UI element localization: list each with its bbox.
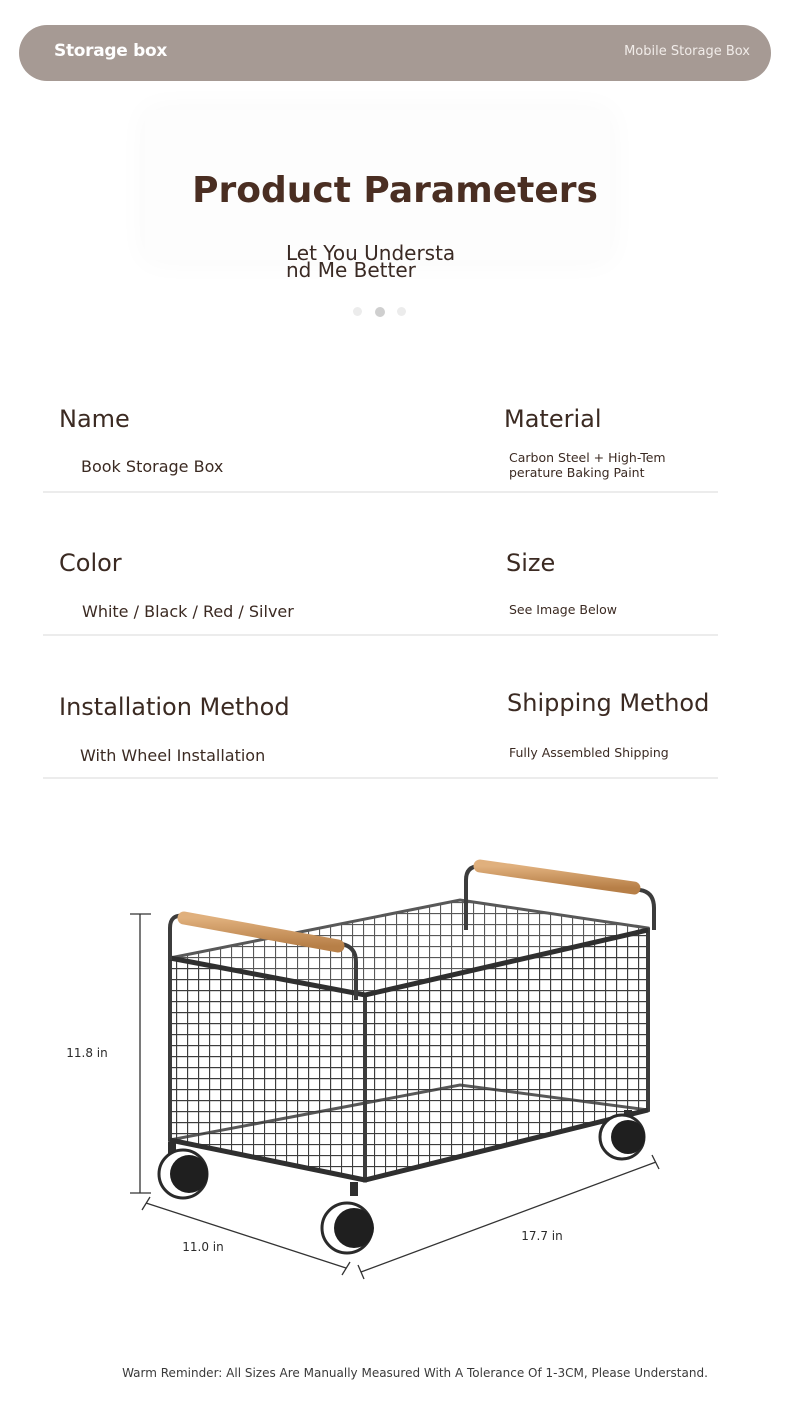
page-title: Product Parameters (192, 170, 598, 211)
depth-dimension (142, 1197, 350, 1275)
banner-title: Storage box (54, 41, 168, 61)
height-dimension (66, 914, 151, 1193)
param-name-value: Book Storage Box (81, 457, 224, 476)
banner-subtitle: Mobile Storage Box (624, 44, 750, 59)
param-material-value (509, 450, 666, 480)
carousel-dot[interactable] (397, 307, 406, 316)
depth-label: 11.0 in (182, 1240, 224, 1254)
carousel-dot[interactable] (353, 307, 362, 316)
divider (43, 634, 718, 636)
product-dimension-figure (40, 830, 740, 1310)
page-subtitle-line1: Let You Understa (286, 241, 456, 265)
param-installation-value: With Wheel Installation (80, 746, 266, 765)
header-banner (19, 25, 771, 81)
param-name-label: Name (59, 405, 130, 433)
carousel-dot-active[interactable] (375, 307, 385, 317)
param-material-value-line2: perature Baking Paint (509, 465, 645, 480)
param-size-label: Size (506, 549, 556, 577)
width-label: 17.7 in (521, 1229, 563, 1243)
divider (43, 491, 718, 493)
divider (43, 777, 718, 779)
page-subtitle-line2: nd Me Better (286, 258, 416, 282)
param-color-value: White / Black / Red / Silver (82, 602, 294, 621)
warm-reminder: Warm Reminder: All Sizes Are Manually Measured With A Tolerance Of 1-3CM, Please Understand. (122, 1366, 708, 1380)
height-label: 11.8 in (66, 1046, 108, 1060)
param-color-label: Color (59, 549, 122, 577)
param-shipping-value: Fully Assembled Shipping (509, 745, 669, 760)
param-material-value-line1: Carbon Steel + High-Tem (509, 450, 666, 465)
wheel (159, 1142, 208, 1198)
wheel (322, 1182, 374, 1253)
width-dimension (358, 1155, 659, 1279)
page-subtitle (286, 241, 476, 282)
param-shipping-label: Shipping Method (507, 689, 710, 717)
param-material-label: Material (504, 405, 602, 433)
param-size-value: See Image Below (509, 602, 618, 617)
param-installation-label: Installation Method (59, 693, 290, 721)
